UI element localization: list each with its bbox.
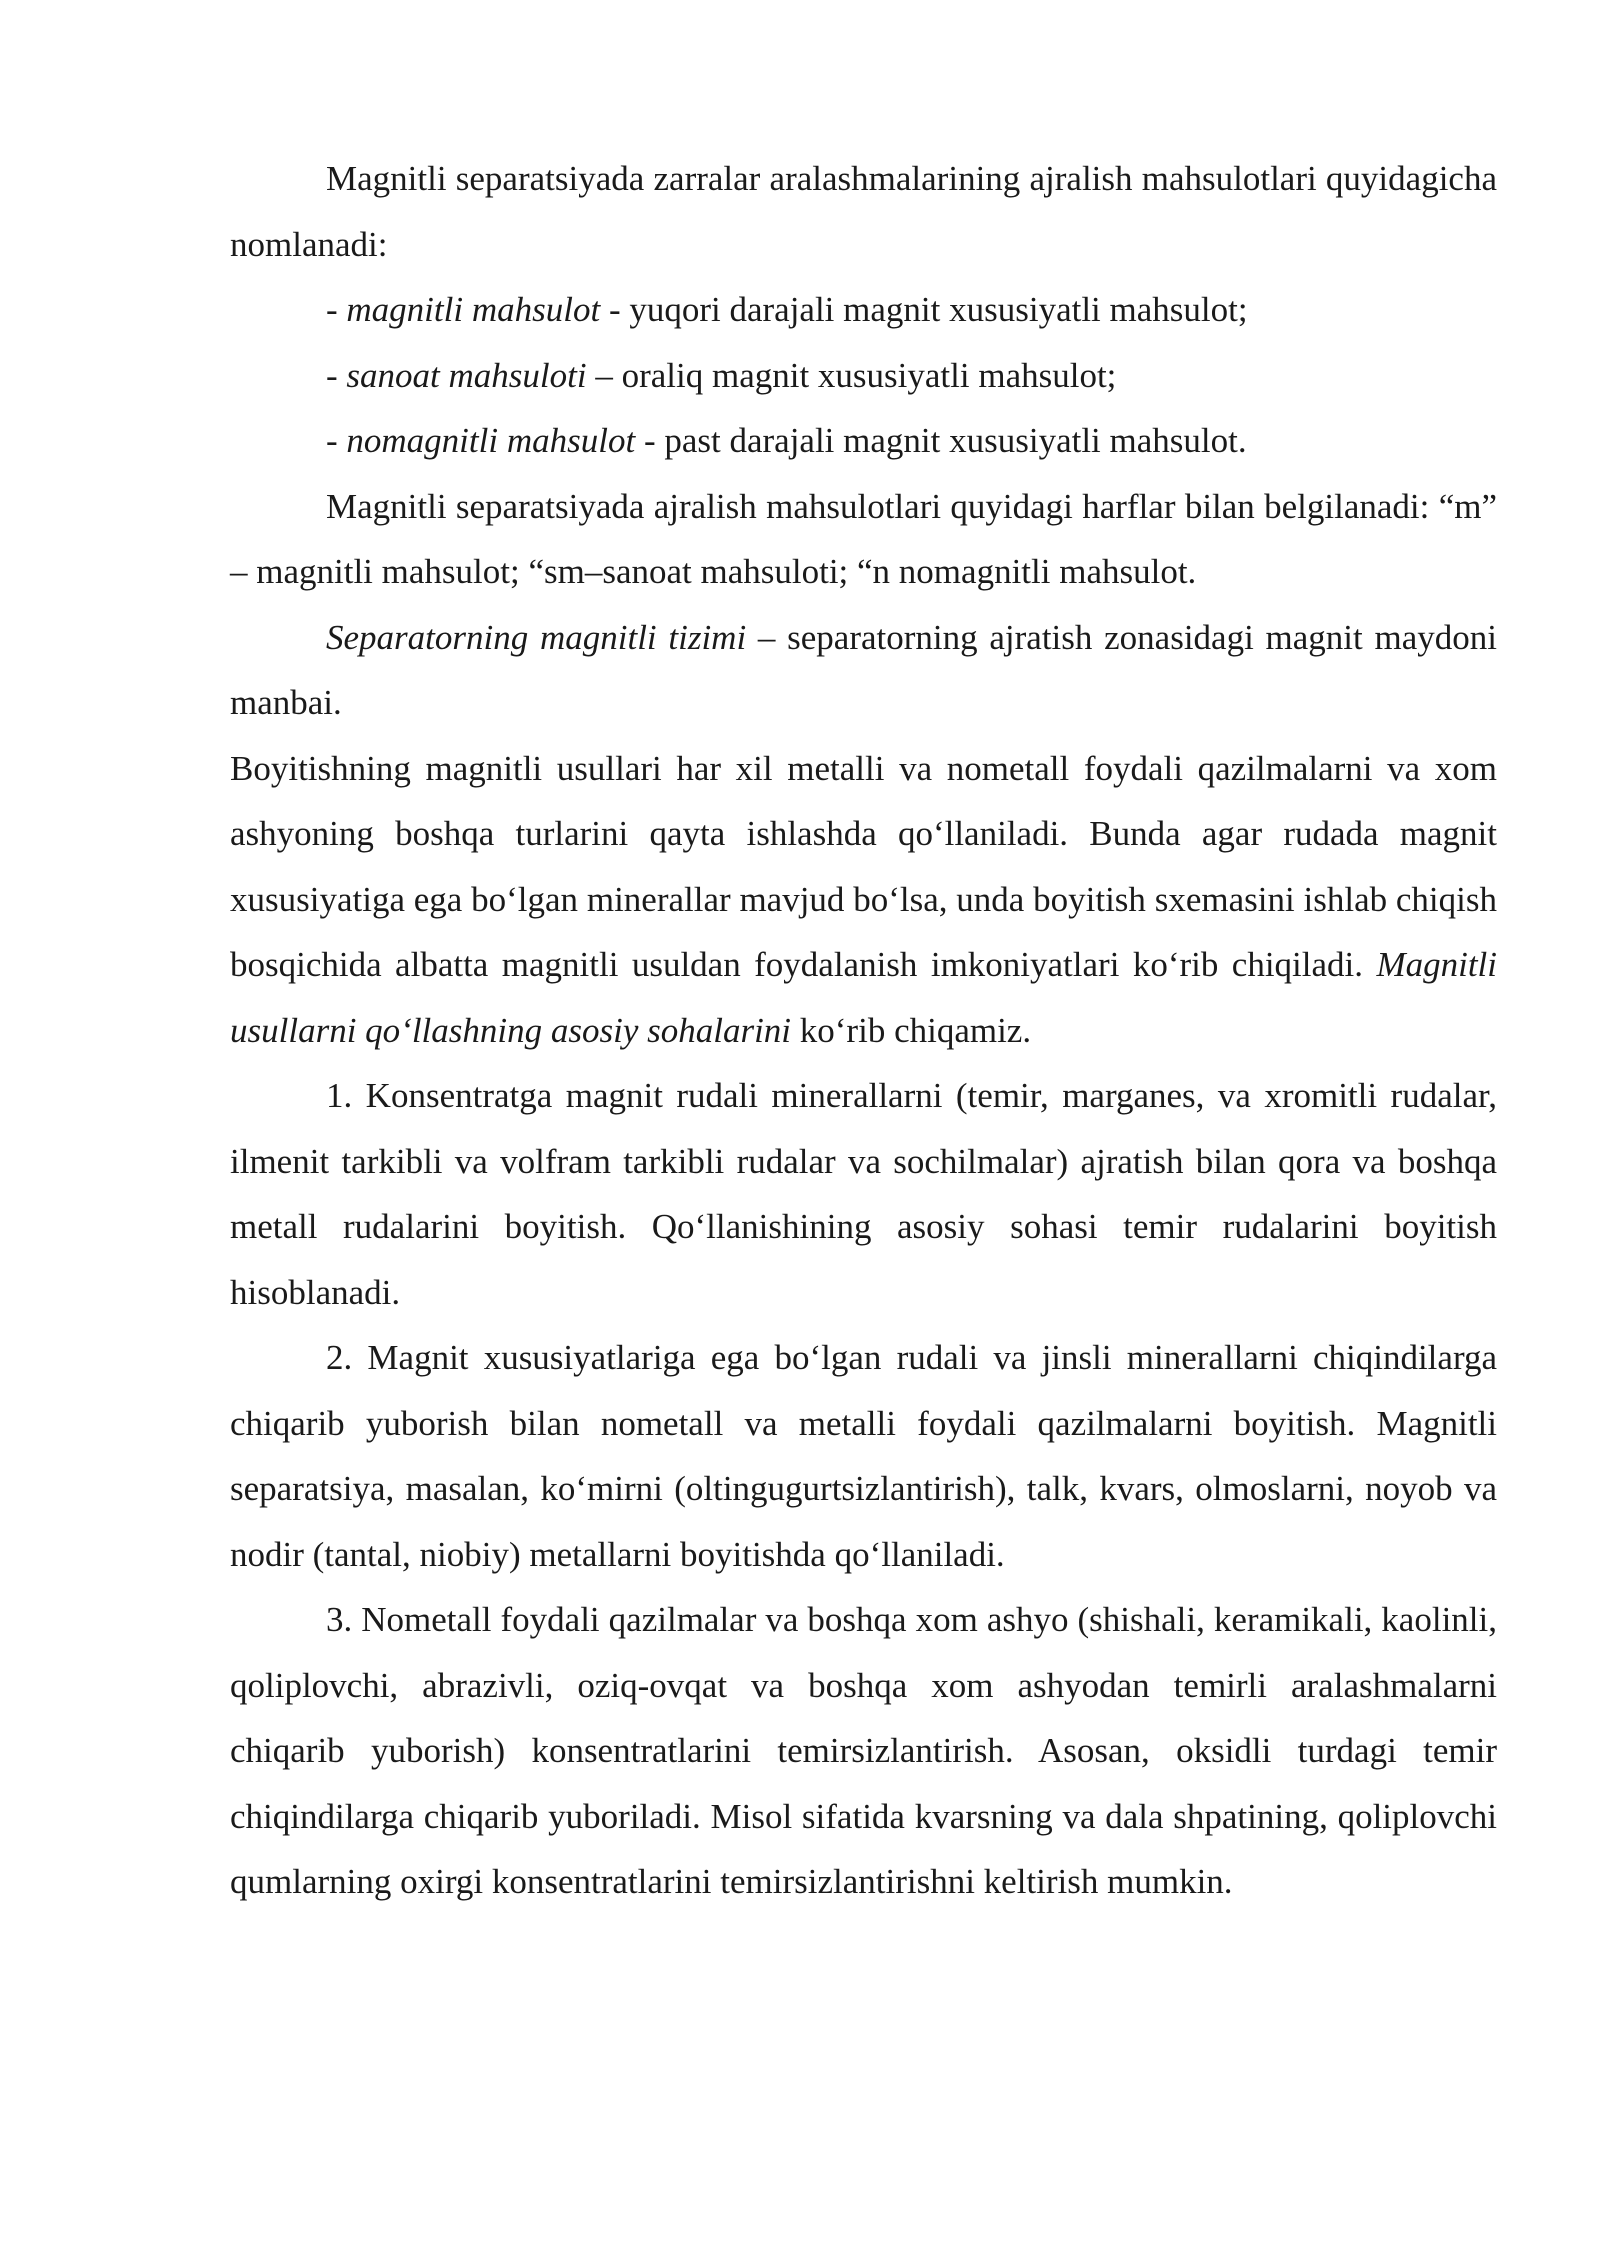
product-term: magnitli mahsulot <box>346 290 601 329</box>
list-item-3: 3. Nometall foydali qazilmalar va boshqa xom ashyo (shishali, keramikali, kaolinli, qoliplovchi, abrazivli, oziq-ovqat va boshqa xom ashyodan temirli aralashmalarni chiqarib yuborish) konsentratlarini temirsizlantirish. Asosan, oksidli turdagi temir chiqindilarga chiqarib yuboriladi. Misol sifatida kvarsning va dala shpatining, qoliplovchi qumlarning oxirgi konsentratlarini temirsizlantirishni keltirish mumkin. <box>230 1600 1497 1901</box>
applications-text: Boyitishning magnitli usullari har xil metalli va nometall foydali qazilmalarni va xom ashyoning boshqa turlarini qayta ishlashda qo‘llaniladi. Bunda agar rudada magnit xususiyatiga ega bo‘lgan minerallar mavjud bo‘lsa, unda boyitish sxemasini ishlab chiqish bosqichida albatta magnitli usuldan foydalanish imkoniyatlari ko‘rib chiqiladi. <box>230 748 1497 984</box>
product-dash: - <box>326 355 347 395</box>
definition-magnetic-system: – separatorning ajratish zonasidagi magnit maydoni manbai. <box>230 617 1497 722</box>
paragraph-applications <box>230 736 1497 1064</box>
list-item-1: 1. Konsentratga magnit rudali minerallarni (temir, marganes, va xromitli rudalar, ilmenit tarkibli va volfram tarkibli rudalar va sochilmalar) ajratish bilan qora va boshqa metall rudalarini boyitish. Qo‘llanishining asosiy sohasi temir rudalarini boyitish hisoblanadi. <box>230 1076 1497 1312</box>
applications-italic: Magnitli usullarni qo‘llashning asosiy sohalarini <box>230 945 1497 1050</box>
product-term: nomagnitli mahsulot <box>346 421 636 460</box>
product-item-industrial <box>230 343 1497 409</box>
product-item-magnetic <box>230 277 1497 343</box>
product-dash: - <box>326 421 347 460</box>
product-description: - past darajali magnit xususiyatli mahsulot. <box>635 421 1247 460</box>
product-description: – oraliq magnit xususiyatli mahsulot; <box>586 355 1117 395</box>
product-item-nonmagnetic <box>230 408 1497 474</box>
product-term: sanoat mahsuloti <box>346 355 587 395</box>
paragraph-notation: Magnitli separatsiyada ajralish mahsulotlari quyidagi harflar bilan belgilanadi: “m” – magnitli mahsulot; “sm–sanoat mahsuloti; “n nomagnitli mahsulot. <box>230 486 1497 591</box>
document-body <box>230 146 1497 1915</box>
paragraph-intro: Magnitli separatsiyada zarralar aralashmalarining ajralish mahsulotlari quyidagicha nomlanadi: <box>230 159 1497 264</box>
applications-end: ko‘rib chiqamiz. <box>791 1010 1032 1050</box>
product-dash: - <box>326 290 347 329</box>
term-magnetic-system: Separatorning magnitli tizimi <box>326 617 747 657</box>
list-item-2: 2. Magnit xususiyatlariga ega bo‘lgan rudali va jinsli minerallarni chiqindilarga chiqarib yuborish bilan nometall va metalli foydali qazilmalarni boyitish. Magnitli separatsiya, masalan, ko‘mirni (oltingugurtsizlantirish), talk, kvars, olmoslarni, noyob va nodir (tantal, niobiy) metallarni boyitishda qo‘llaniladi. <box>230 1338 1497 1574</box>
product-description: - yuqori darajali magnit xususiyatli mahsulot; <box>600 290 1248 329</box>
paragraph-magnetic-system <box>230 605 1497 736</box>
